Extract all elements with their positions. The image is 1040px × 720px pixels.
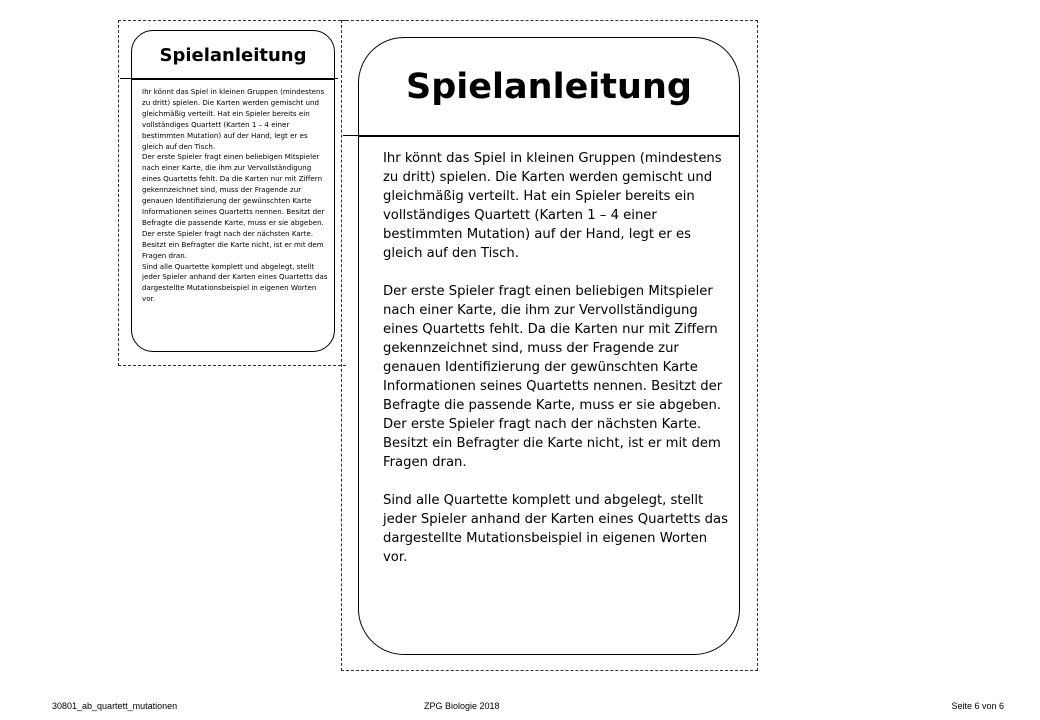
- small-card-paragraph-1: Ihr könnt das Spiel in kleinen Gruppen (mindestens zu dritt) spielen. Die Karten werden gemischt und gleichmäßig verteilt. Hat ein Spieler bereits ein vollständiges Quartett (Karten 1 – 4 einer bestimmten Mutation) auf der Hand, legt er es gleich auf den Tisch.: [142, 87, 325, 151]
- large-card-paragraph-1: Ihr könnt das Spiel in kleinen Gruppen (mindestens zu dritt) spielen. Die Karten werden gemischt und gleichmäßig verteilt. Hat ein Spieler bereits ein vollständiges Quartett (Karten 1 – 4 einer bestimmten Mutation) auf der Hand, legt er es gleich auf den Tisch.: [383, 151, 722, 261]
- small-card-paragraph-3: Sind alle Quartette komplett und abgelegt, stellt jeder Spieler anhand der Karten eines Quartetts das dargestellte Mutationsbeispiel in eigenen Worten vor.: [142, 261, 328, 304]
- large-card-paragraph-3: Sind alle Quartette komplett und abgelegt, stellt jeder Spieler anhand der Karten eines Quartetts das dargestellte Mutationsbeispiel in eigenen Worten vor.: [383, 493, 728, 565]
- large-card-title: Spielanleitung: [359, 38, 739, 137]
- large-card-body: [383, 149, 729, 567]
- small-card-paragraph-2: Der erste Spieler fragt einen beliebigen Mitspieler nach einer Karte, die ihm zur Vervollständigung eines Quartetts fehlt. Da die Karten nur mit Ziffern gekennzeichnet sind, muss der Fragende zur genauen Identifizierung der gewünschten Karte Informationen seines Quartetts nennen. Besitzt der Befragte die passende Karte, muss er sie abgeben. Der erste Spieler fragt nach der nächsten Karte. Besitzt ein Befragter die Karte nicht, ist er mit dem Fragen dran.: [142, 152, 325, 260]
- footer-filename: 30801_ab_quartett_mutationen: [52, 701, 178, 711]
- small-card-body: [142, 87, 328, 305]
- large-instruction-card: [358, 37, 740, 655]
- footer-publisher: ZPG Biologie 2018: [424, 701, 500, 711]
- footer-page-number: Seite 6 von 6: [951, 701, 1004, 711]
- large-card-title-divider: [343, 135, 740, 136]
- large-card-paragraph-2: Der erste Spieler fragt einen beliebigen Mitspieler nach einer Karte, die ihm zur Vervollständigung eines Quartetts fehlt. Da die Karten nur mit Ziffern gekennzeichnet sind, muss der Fragende zur genauen Identifizierung der gewünschten Karte Informationen seines Quartetts nennen. Besitzt der Befragte die passende Karte, muss er sie abgeben. Der erste Spieler fragt nach der nächsten Karte. Besitzt ein Befragter die Karte nicht, ist er mit dem Fragen dran.: [383, 284, 723, 470]
- small-card-title: Spielanleitung: [132, 31, 334, 80]
- small-card-title-divider: [120, 78, 338, 79]
